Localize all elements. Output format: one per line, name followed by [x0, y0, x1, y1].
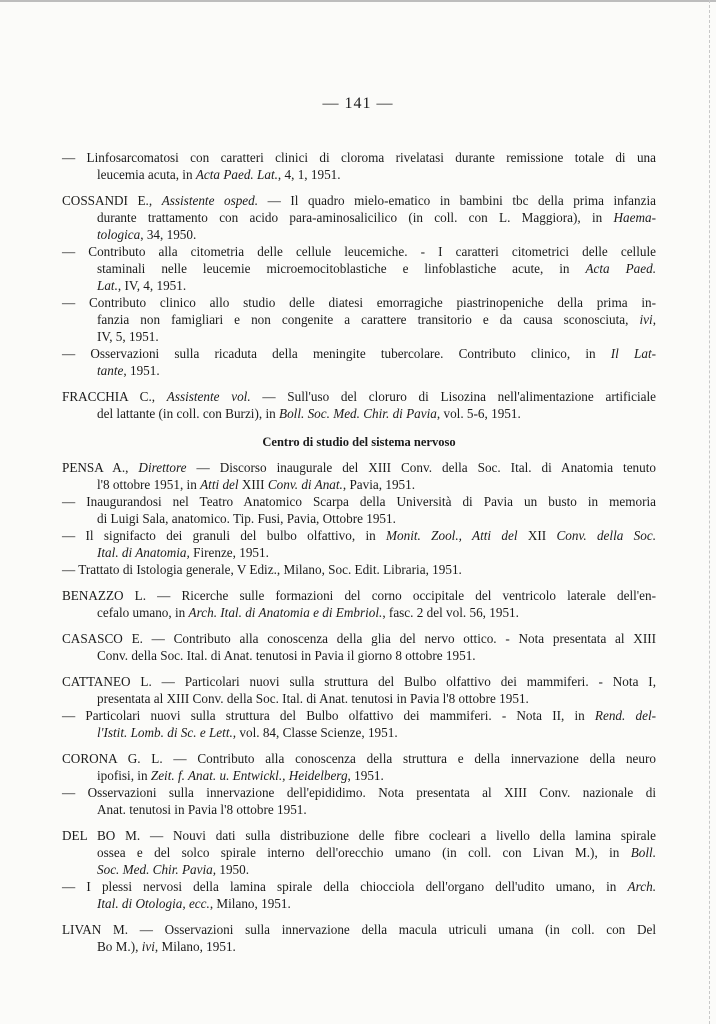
- text-line: [62, 527, 656, 544]
- text-segment: — Sull'uso del cloruro di Lisozina nell'alimentazione artificiale: [250, 389, 656, 404]
- italic-citation-text: tologica: [97, 227, 141, 242]
- text-segment: leucemia acuta, in: [97, 167, 196, 182]
- text-segment: , Milano, 1951.: [209, 896, 291, 911]
- text-line: [62, 690, 656, 707]
- text-line: [62, 294, 656, 311]
- text-segment: — Inaugurandosi nel Teatro Anatomico Scarpa della Università di Pavia un busto in memoria: [62, 494, 656, 509]
- page-right-edge: [708, 0, 710, 1024]
- italic-citation-text: Monit. Zool., Atti del: [386, 528, 518, 543]
- text-segment: — Linfosarcomatosi con caratteri clinici di cloroma rivelatasi durante remissione totale di una: [62, 150, 656, 165]
- italic-citation-text: ivi: [141, 939, 155, 954]
- italic-citation-text: Acta Paed.: [585, 261, 657, 276]
- text-line: [62, 938, 656, 955]
- text-line: [62, 861, 656, 878]
- text-line: [62, 724, 656, 741]
- text-segment: — I plessi nervosi della lamina spirale della chiocciola dell'organo dell'udito umano, in: [62, 879, 628, 894]
- text-line: [62, 630, 656, 647]
- italic-citation-text: Haema-: [613, 210, 656, 225]
- italic-citation-text: Rend. del-: [594, 708, 656, 723]
- text-segment: , Milano, 1951.: [154, 939, 236, 954]
- bibliography-entry: [62, 192, 656, 243]
- italic-citation-text: Boll. Soc. Med. Chir. di Pavia: [279, 406, 437, 421]
- text-line: [62, 844, 656, 861]
- text-segment: COSSANDI E.,: [62, 193, 162, 208]
- text-segment: ossea e del solco spirale interno dell'orecchio umano (in coll. con Livan M.), in: [97, 845, 631, 860]
- text-segment: del lattante (in coll. con Burzi), in: [97, 406, 280, 421]
- italic-citation-text: Ital. di Otologia, ecc.: [97, 896, 210, 911]
- text-segment: , 1951.: [347, 768, 384, 783]
- text-segment: IV, 5, 1951.: [97, 329, 159, 344]
- italic-citation-text: Assistente vol.: [166, 389, 251, 404]
- text-segment: CATTANEO L. — Particolari nuovi sulla struttura del Bulbo olfattivo dei mammiferi. - Nota I,: [62, 674, 656, 689]
- bibliography-entry-continuation: [62, 784, 656, 818]
- bibliography-list: [62, 149, 656, 955]
- text-segment: — Osservazioni sulla ricaduta della meningite tubercolare. Contributo clinico, in: [62, 346, 611, 361]
- text-segment: XIII: [238, 477, 268, 492]
- bibliography-entry: [62, 673, 656, 707]
- text-segment: — Il signifacto dei granuli del bulbo olfattivo, in: [62, 528, 387, 543]
- text-segment: ,: [652, 312, 656, 327]
- page-top-edge: [0, 0, 716, 2]
- bibliography-entry: [62, 630, 656, 664]
- bibliography-entry: [62, 750, 656, 784]
- text-segment: , 4, 1, 1951.: [277, 167, 341, 182]
- text-segment: di Luigi Sala, anatomico. Tip. Fusi, Pavia, Ottobre 1951.: [97, 511, 396, 526]
- bibliography-entry-continuation: [62, 493, 656, 527]
- bibliography-entry: [62, 587, 656, 621]
- bibliography-entry-continuation: [62, 294, 656, 345]
- text-line: [62, 510, 656, 527]
- text-segment: — Il quadro mielo-ematico in bambini tbc della prima infanzia: [258, 193, 656, 208]
- text-segment: LIVAN M. — Osservazioni sulla innervazione della macula utriculi umana (in coll. con Del: [62, 922, 656, 937]
- text-line: [62, 405, 656, 422]
- text-line: [62, 345, 656, 362]
- bibliography-entry-continuation: [62, 243, 656, 294]
- text-segment: ipofisi, in: [97, 768, 151, 783]
- italic-citation-text: Conv. della Soc.: [556, 528, 656, 543]
- text-line: [62, 192, 656, 209]
- bibliography-entry: [62, 388, 656, 422]
- text-segment: — Contributo clinico allo studio delle diatesi emorragiche piastrinopeniche della prima in-: [62, 295, 656, 310]
- italic-citation-text: Soc. Med. Chir. Pavia,: [97, 862, 217, 877]
- text-line: [62, 226, 656, 243]
- text-segment: Bo M.),: [97, 939, 142, 954]
- italic-citation-text: Acta Paed. Lat.: [195, 167, 278, 182]
- text-segment: CASASCO E. — Contributo alla conoscenza della glia del nervo ottico. - Nota presentata al XIII: [62, 631, 656, 646]
- text-line: [62, 260, 656, 277]
- text-line: [62, 459, 656, 476]
- text-line: [62, 328, 656, 345]
- text-line: [62, 277, 656, 294]
- text-segment: presentata al XIII Conv. della Soc. Ital. di Anat. tenutosi in Pavia l'8 ottobre 1951.: [97, 691, 529, 706]
- italic-citation-text: ivi: [639, 312, 653, 327]
- text-line: [62, 544, 656, 561]
- text-segment: , vol. 5-6, 1951.: [436, 406, 521, 421]
- text-segment: PENSA A.,: [62, 460, 139, 475]
- text-line: [62, 707, 656, 724]
- text-segment: staminali nelle leucemie microemocitoblastiche e linfoblastiche acute, in: [97, 261, 586, 276]
- text-segment: fanzia non famigliari e non congenite a carattere transitorio e da causa sconosciuta,: [97, 312, 640, 327]
- text-line: [62, 476, 656, 493]
- bibliography-entry-continuation: [62, 149, 656, 183]
- text-line: [62, 784, 656, 801]
- text-line: [62, 209, 656, 226]
- page-number: — 141 —: [322, 95, 394, 112]
- text-line: [62, 921, 656, 938]
- section-heading: Centro di studio del sistema nervoso: [262, 435, 456, 449]
- text-line: [62, 493, 656, 510]
- text-segment: , fasc. 2 del vol. 56, 1951.: [382, 605, 519, 620]
- italic-citation-text: Zeit. f. Anat. u. Entwickl., Heidelberg: [150, 768, 348, 783]
- text-segment: , Pavia, 1951.: [342, 477, 416, 492]
- text-segment: Conv. della Soc. Ital. di Anat. tenutosi in Pavia il giorno 8 ottobre 1951.: [97, 648, 476, 663]
- text-line: [62, 149, 656, 166]
- italic-citation-text: Conv. di Anat.: [267, 477, 343, 492]
- italic-citation-text: tante: [97, 363, 124, 378]
- text-line: [62, 673, 656, 690]
- text-segment: 1950.: [216, 862, 250, 877]
- text-segment: Firenze, 1951.: [189, 545, 269, 560]
- italic-citation-text: Atti del: [200, 477, 239, 492]
- italic-citation-text: Boll.: [630, 845, 656, 860]
- text-line: [62, 827, 656, 844]
- text-line: [62, 878, 656, 895]
- text-segment: — Osservazioni sulla innervazione dell'epididimo. Nota presentata al XIII Conv. nazionale di: [62, 785, 656, 800]
- text-segment: — Discorso inaugurale del XIII Conv. della Soc. Ital. di Anatomia tenuto: [186, 460, 657, 475]
- text-segment: Anat. tenutosi in Pavia l'8 ottobre 1951.: [97, 802, 307, 817]
- bibliography-entry-continuation: [62, 561, 656, 578]
- italic-citation-text: Assistente osped.: [161, 193, 259, 208]
- bibliography-entry: [62, 459, 656, 493]
- text-segment: — Trattato di Istologia generale, V Ediz., Milano, Soc. Edit. Libraria, 1951.: [62, 562, 462, 577]
- text-segment: l'8 ottobre 1951, in: [97, 477, 201, 492]
- text-segment: durante trattamento con acido para-aminosalicilico (in coll. con L. Maggiora), in: [97, 210, 614, 225]
- text-segment: — Particolari nuovi sulla struttura del Bulbo olfattivo dei mammiferi. - Nota II, in: [62, 708, 595, 723]
- text-segment: XII: [517, 528, 557, 543]
- italic-citation-text: Il Lat-: [610, 346, 657, 361]
- bibliography-entry-continuation: [62, 345, 656, 379]
- bibliography-entry: [62, 827, 656, 878]
- text-segment: DEL BO M. — Nouvi dati sulla distribuzione delle fibre cocleari a livello della lamina spirale: [62, 828, 656, 843]
- bibliography-entry-continuation: [62, 527, 656, 561]
- text-line: [62, 647, 656, 664]
- text-line: [62, 801, 656, 818]
- bibliography-entry-continuation: [62, 707, 656, 741]
- text-segment: , 1951.: [123, 363, 160, 378]
- text-line: [62, 750, 656, 767]
- text-line: [62, 561, 656, 578]
- text-line: [62, 587, 656, 604]
- italic-citation-text: Ital. di Anatomia,: [97, 545, 190, 560]
- italic-citation-text: Arch. Ital. di Anatomia e di Embriol.: [188, 605, 383, 620]
- text-segment: CORONA G. L. — Contributo alla conoscenza della struttura e della innervazione della neuro: [62, 751, 656, 766]
- text-segment: BENAZZO L. — Ricerche sulle formazioni del corno occipitale del ventricolo laterale dell'en-: [62, 588, 656, 603]
- italic-citation-text: Lat.: [97, 278, 118, 293]
- italic-citation-text: Arch.: [627, 879, 656, 894]
- italic-citation-text: Direttore: [138, 460, 187, 475]
- text-line: [62, 166, 656, 183]
- text-line: [62, 243, 656, 260]
- text-line: [62, 388, 656, 405]
- text-segment: , IV, 4, 1951.: [117, 278, 187, 293]
- italic-citation-text: l'Istit. Lomb. di Sc. e Lett.,: [97, 725, 237, 740]
- text-segment: FRACCHIA C.,: [62, 389, 167, 404]
- bibliography-entry: [62, 921, 656, 955]
- text-line: [62, 362, 656, 379]
- text-segment: — Contributo alla citometria delle cellule leucemiche. - I caratteri citometrici delle cellule: [62, 244, 656, 259]
- text-line: [62, 767, 656, 784]
- text-segment: cefalo umano, in: [97, 605, 189, 620]
- text-segment: , 34, 1950.: [140, 227, 197, 242]
- text-line: [62, 895, 656, 912]
- text-segment: vol. 84, Classe Scienze, 1951.: [236, 725, 398, 740]
- text-line: [62, 604, 656, 621]
- bibliography-entry-continuation: [62, 878, 656, 912]
- text-line: [62, 311, 656, 328]
